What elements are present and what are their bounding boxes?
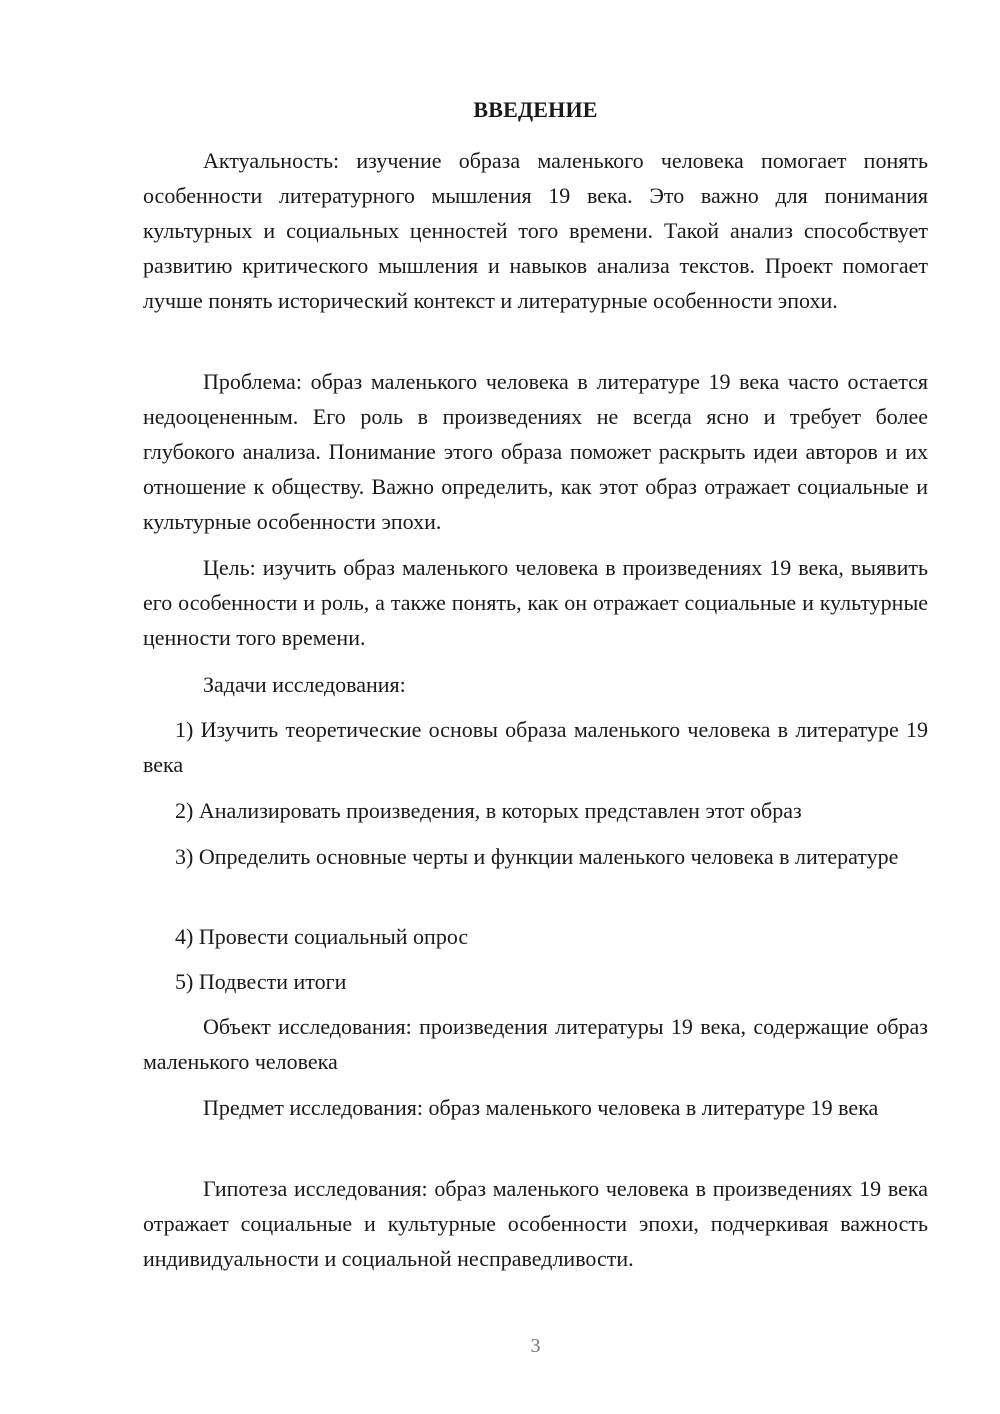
task-item-1: 1) Изучить теоретические основы образа маленького человека в литературе 19 века (143, 717, 928, 777)
task-item-4: 4) Провести социальный опрос (175, 924, 469, 949)
task-item-3: 3) Определить основные черты и функции маленького человека в литературе (175, 844, 899, 869)
task-item-5: 5) Подвести итоги (175, 969, 347, 994)
problem-paragraph: Проблема: образ маленького человека в литературе 19 века часто остается недооцененным. Его роль в произведениях не всегда ясно и требует более глубокого анализа. Понимание этого образа поможет раскрыть идеи авторов и их отношение к обществу. Важно определить, как этот образ отражает социальные и культурные особенности эпохи. (143, 369, 928, 534)
task-item-2: 2) Анализировать произведения, в которых представлен этот образ (175, 798, 802, 823)
object-paragraph: Объект исследования: произведения литературы 19 века, содержащие образ маленького человека (143, 1014, 928, 1074)
tasks-heading: Задачи исследования: (203, 672, 406, 697)
relevance-paragraph: Актуальность: изучение образа маленького человека помогает понять особенности литературного мышления 19 века. Это важно для понимания культурных и социальных ценностей того времени. Такой анализ способствует развитию критического мышления и навыков анализа текстов. Проект помогает лучше понять исторический контекст и литературные особенности эпохи. (143, 148, 928, 313)
page-title: ВВЕДЕНИЕ (473, 97, 598, 122)
goal-paragraph: Цель: изучить образ маленького человека в произведениях 19 века, выявить его особенности и роль, а также понять, как он отражает социальные и культурные ценности того времени. (143, 555, 928, 650)
hypothesis-paragraph: Гипотеза исследования: образ маленького человека в произведениях 19 века отражает социальные и культурные особенности эпохи, подчеркивая важность индивидуальности и социальной несправедливости. (143, 1176, 928, 1271)
subject-paragraph: Предмет исследования: образ маленького человека в литературе 19 века (203, 1095, 879, 1120)
page-number: 3 (530, 1335, 541, 1357)
